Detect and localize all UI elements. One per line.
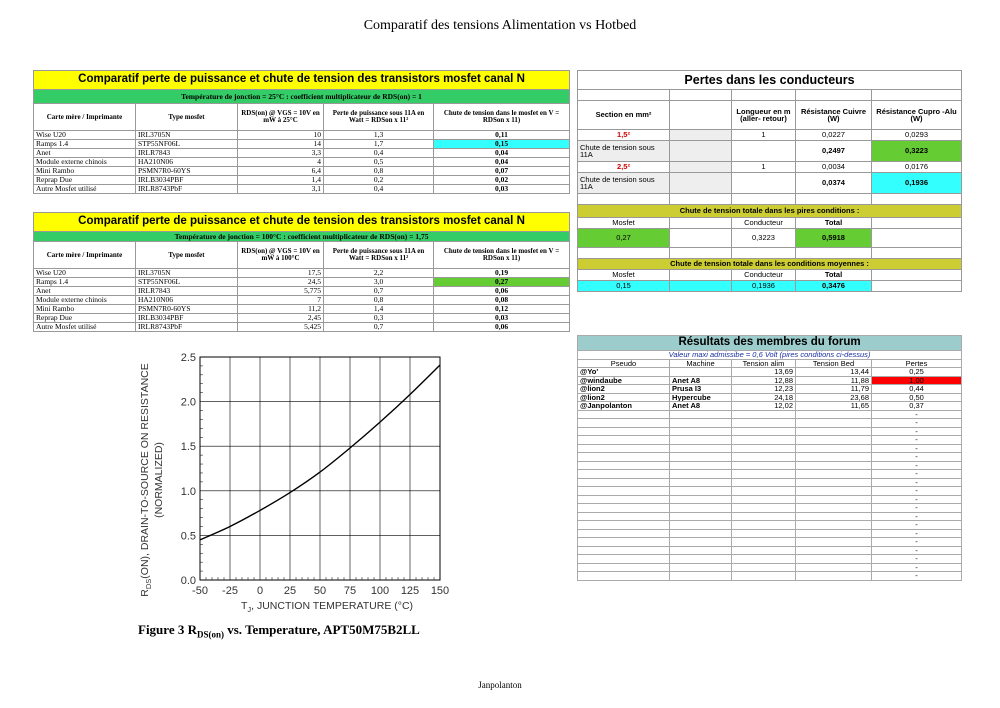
worst-total: 0,5918 [796,229,872,248]
voltage-drop: 0,27 [434,278,570,287]
col-header: Pertes [872,359,962,368]
board-name: Mini Rambo [34,305,136,314]
table-row [578,419,962,428]
bed-voltage: 13,44 [796,368,872,377]
x-tick-label: 100 [370,585,390,597]
y-axis-label: $R_{DS}(ON)$, DRAIN-TO-SOURCE ON RESISTANCE [139,363,153,597]
col-header: Conducteur [732,270,796,281]
worst-case-title: Chute de tension totale dans les pires conditions : [578,205,962,218]
voltage-drop: 0,03 [434,185,570,194]
table-row [34,305,570,314]
table-row [578,512,962,521]
mosfet-type: HA210N06 [136,158,238,167]
board-name: Module externe chinois [34,158,136,167]
y-axis-label-2: (NORMALIZED) [153,442,165,518]
losses: 0,25 [872,368,962,377]
col-header: Type mosfet [136,104,238,131]
losses: - [872,563,962,572]
table-row [34,185,570,194]
voltage-drop: 0,04 [434,158,570,167]
voltage-drop: 0,11 [434,131,570,140]
forum-results-table [577,335,962,581]
mosfet-type: IRLB3034PBF [136,314,238,323]
col-header: Carte mère / Imprimante [34,104,136,131]
col-header: Perte de puissance sous 11A en Watt = RDSon x 11² [324,242,434,269]
x-axis-label: $T_J$, JUNCTION TEMPERATURE (°C) [240,600,414,614]
mosfet-type: STP55NF06L [136,278,238,287]
col-header: Résistance Cuivre (W) [796,101,872,130]
x-tick-label: 0 [256,585,264,597]
avg-conductor: 0,1936 [732,281,796,292]
drop-cual: 0,3223 [872,141,962,162]
losses: - [872,495,962,504]
losses: - [872,410,962,419]
drop-cu: 0,2497 [796,141,872,162]
y-tick-label: 0.5 [180,530,196,543]
mosfet-table-100c [33,212,570,332]
rds-value: 4 [238,158,324,167]
losses: - [872,470,962,479]
mosfet-type: IRL3705N [136,269,238,278]
losses: - [872,546,962,555]
y-tick-label: 0.0 [180,575,196,587]
voltage-drop: 0,03 [434,314,570,323]
rds-value: 3,3 [238,149,324,158]
section-value: 2,5² [578,162,670,173]
x-tick-label: 125 [400,585,420,597]
losses: 1,00 [872,376,962,385]
section-value: 1,5² [578,130,670,141]
power-loss: 1,3 [324,131,434,140]
losses: - [872,512,962,521]
losses: - [872,453,962,462]
forum-note: Valeur maxi admissibe = 0,6 Volt (pires conditions ci-dessus) [578,351,962,360]
x-tick-label: 25 [283,585,297,597]
mosfet-type: IRLB3034PBF [136,176,238,185]
table-row [34,158,570,167]
board-name: Anet [34,149,136,158]
rds-value: 11,2 [238,305,324,314]
board-name: Ramps 1.4 [34,140,136,149]
mosfet-type: IRLR7843 [136,149,238,158]
rds-value: 10 [238,131,324,140]
voltage-drop: 0,02 [434,176,570,185]
mosfet-type: STP55NF06L [136,140,238,149]
table-row [34,176,570,185]
board-name: Reprap Due [34,314,136,323]
col-header: Total [796,218,872,229]
y-tick-label: 2.0 [180,396,196,409]
table-row [34,296,570,305]
voltage-drop: 0,08 [434,296,570,305]
col-header: Conducteur [732,218,796,229]
resistance-cual: 0,0293 [872,130,962,141]
mosfet-type: PSMN7R0-60YS [136,305,238,314]
col-header: Résistance Cupro -Alu (W) [872,101,962,130]
drop-label: Chute de tension sous 11A [578,141,670,162]
table-row [578,461,962,470]
power-loss: 0,7 [324,323,434,332]
page-title: Comparatif des tensions Alimentation vs Hotbed [363,18,637,33]
machine: Anet A8 [670,402,732,411]
y-tick-label: 1.5 [180,441,196,454]
table-row [34,140,570,149]
x-tick-label: -50 [192,585,208,597]
machine: Anet A8 [670,376,732,385]
bed-voltage: 11,65 [796,402,872,411]
col-header: Machine [670,359,732,368]
losses: - [872,504,962,513]
losses: - [872,487,962,496]
table-row [578,385,962,394]
forum-title: Résultats des membres du forum [578,336,962,351]
losses: 0,44 [872,385,962,394]
voltage-drop: 0,04 [434,149,570,158]
power-loss: 1,4 [324,305,434,314]
machine: Hypercube [670,393,732,402]
avg-mosfet: 0,15 [578,281,670,292]
table-row [578,376,962,385]
pseudo: @windaube [578,376,670,385]
rds-value: 3,1 [238,185,324,194]
table-row [34,287,570,296]
table-row [34,167,570,176]
table-row [578,478,962,487]
col-header: RDS(on) @ VGS = 10V en mW à 25°C [238,104,324,131]
board-name: Mini Rambo [34,167,136,176]
col-header: Chute de tension dans le mosfet en V = RDSon x 11) [434,104,570,131]
table-row [34,314,570,323]
board-name: Anet [34,287,136,296]
col-header: Chute de tension dans le mosfet en V = RDSon x 11) [434,242,570,269]
losses: 0,50 [872,393,962,402]
supply-voltage: 24,18 [732,393,796,402]
voltage-drop: 0,12 [434,305,570,314]
col-header: Mosfet [578,218,670,229]
losses: - [872,555,962,564]
table-row [578,529,962,538]
table-row [578,444,962,453]
col-header: Total [796,270,872,281]
board-name: Module externe chinois [34,296,136,305]
worst-mosfet: 0,27 [578,229,670,248]
board-name: Ramps 1.4 [34,278,136,287]
mosfet-type: PSMN7R0-60YS [136,167,238,176]
table-row [578,410,962,419]
figure-caption: Figure 3 $R_{DS(on)}$ vs. Temperature, APT50M75B2LL [138,622,420,640]
supply-voltage: 12,02 [732,402,796,411]
length-value: 1 [732,130,796,141]
y-tick-label: 2.5 [180,352,196,364]
power-loss: 1,7 [324,140,434,149]
col-header: Type mosfet [136,242,238,269]
rds-value: 5,775 [238,287,324,296]
losses: - [872,461,962,470]
voltage-drop: 0,19 [434,269,570,278]
bed-voltage: 11,88 [796,376,872,385]
rds-value: 6,4 [238,167,324,176]
mosfet-table-title: Comparatif perte de puissance et chute de tension des transistors mosfet canal N [34,213,570,232]
col-header: Tension Bed [796,359,872,368]
drop-cual: 0,1936 [872,173,962,194]
table-row [578,427,962,436]
table-row [34,149,570,158]
losses: - [872,436,962,445]
table-row [578,470,962,479]
losses: - [872,419,962,428]
losses: - [872,521,962,530]
length-value: 1 [732,162,796,173]
supply-voltage: 12,88 [732,376,796,385]
mosfet-type: IRLR8743PbF [136,323,238,332]
drop-label: Chute de tension sous 11A [578,173,670,194]
voltage-drop: 0,07 [434,167,570,176]
table-row [578,453,962,462]
table-row [578,563,962,572]
x-tick-label: 75 [343,585,357,597]
table-row [578,504,962,513]
bed-voltage: 11,79 [796,385,872,394]
col-header: Longueur en m (aller- retour) [732,101,796,130]
pseudo: @Janpolanton [578,402,670,411]
worst-conductor: 0,3223 [732,229,796,248]
table-row [578,546,962,555]
rds-value: 24,5 [238,278,324,287]
table-row [34,323,570,332]
col-header: Carte mère / Imprimante [34,242,136,269]
table-row [578,393,962,402]
resistance-cu: 0,0034 [796,162,872,173]
rds-value: 1,4 [238,176,324,185]
board-name: Autre Mosfet utilisé [34,323,136,332]
losses: 0,37 [872,402,962,411]
board-name: Wise U20 [34,131,136,140]
rds-value: 7 [238,296,324,305]
supply-voltage: 13,69 [732,368,796,377]
losses: - [872,538,962,547]
rds-value: 2,45 [238,314,324,323]
rds-value: 17,5 [238,269,324,278]
rds-temperature-chart [130,345,460,615]
power-loss: 0,8 [324,296,434,305]
table-row [34,131,570,140]
voltage-drop: 0,15 [434,140,570,149]
table-row [578,368,962,377]
table-row [34,278,570,287]
mosfet-table-subtitle: Température de jonction = 100°C : coefficient multiplicateur de RDS(on) = 1,75 [34,232,570,242]
table-row [578,538,962,547]
power-loss: 0,5 [324,158,434,167]
losses: - [872,444,962,453]
power-loss: 3,0 [324,278,434,287]
pseudo: @lion2 [578,385,670,394]
conductors-title: Pertes dans les conducteurs [578,71,962,90]
table-row [578,555,962,564]
power-loss: 0,2 [324,176,434,185]
voltage-drop: 0,06 [434,323,570,332]
table-row [34,269,570,278]
drop-cu: 0,0374 [796,173,872,194]
mosfet-table-title: Comparatif perte de puissance et chute de tension des transistors mosfet canal N [34,71,570,90]
x-tick-label: 150 [430,585,450,597]
table-row [578,436,962,445]
x-tick-label: -25 [222,585,238,597]
col-header: RDS(on) @ VGS = 10V en mW à 100°C [238,242,324,269]
mosfet-table-25c [33,70,570,194]
mosfet-type: IRLR7843 [136,287,238,296]
table-row [578,402,962,411]
mosfet-type: IRLR8743PbF [136,185,238,194]
table-row [578,521,962,530]
power-loss: 0,4 [324,149,434,158]
mosfet-type: HA210N06 [136,296,238,305]
voltage-drop: 0,06 [434,287,570,296]
pseudo: @lion2 [578,393,670,402]
rds-value: 14 [238,140,324,149]
footer-author: Janpolanton [478,680,522,690]
avg-total: 0,3476 [796,281,872,292]
losses: - [872,572,962,581]
power-loss: 2,2 [324,269,434,278]
losses: - [872,478,962,487]
y-tick-label: 1.0 [180,485,196,498]
power-loss: 0,4 [324,185,434,194]
table-row [578,495,962,504]
table-row [578,572,962,581]
rds-value: 5,425 [238,323,324,332]
board-name: Autre Mosfet utilisé [34,185,136,194]
x-tick-label: 50 [313,585,327,597]
board-name: Wise U20 [34,269,136,278]
mosfet-type: IRL3705N [136,131,238,140]
conductor-losses-table [577,70,962,292]
mosfet-table-subtitle: Température de jonction = 25°C : coefficient multiplicateur de RDS(on) = 1 [34,90,570,104]
bed-voltage: 23,68 [796,393,872,402]
col-header: Section en mm² [578,101,670,130]
power-loss: 0,3 [324,314,434,323]
board-name: Reprap Due [34,176,136,185]
col-header: Mosfet [578,270,670,281]
supply-voltage: 12,23 [732,385,796,394]
losses: - [872,427,962,436]
power-loss: 0,7 [324,287,434,296]
losses: - [872,529,962,538]
power-loss: 0,8 [324,167,434,176]
pseudo: @Yo' [578,368,670,377]
table-row [578,487,962,496]
resistance-cual: 0,0176 [872,162,962,173]
average-case-title: Chute de tension totale dans les conditions moyennes : [578,259,962,270]
machine [670,368,732,377]
machine: Prusa I3 [670,385,732,394]
resistance-cu: 0,0227 [796,130,872,141]
col-header: Tension alim [732,359,796,368]
col-header: Perte de puissance sous 11A en Watt = RDSon x 11² [324,104,434,131]
col-header: Pseudo [578,359,670,368]
